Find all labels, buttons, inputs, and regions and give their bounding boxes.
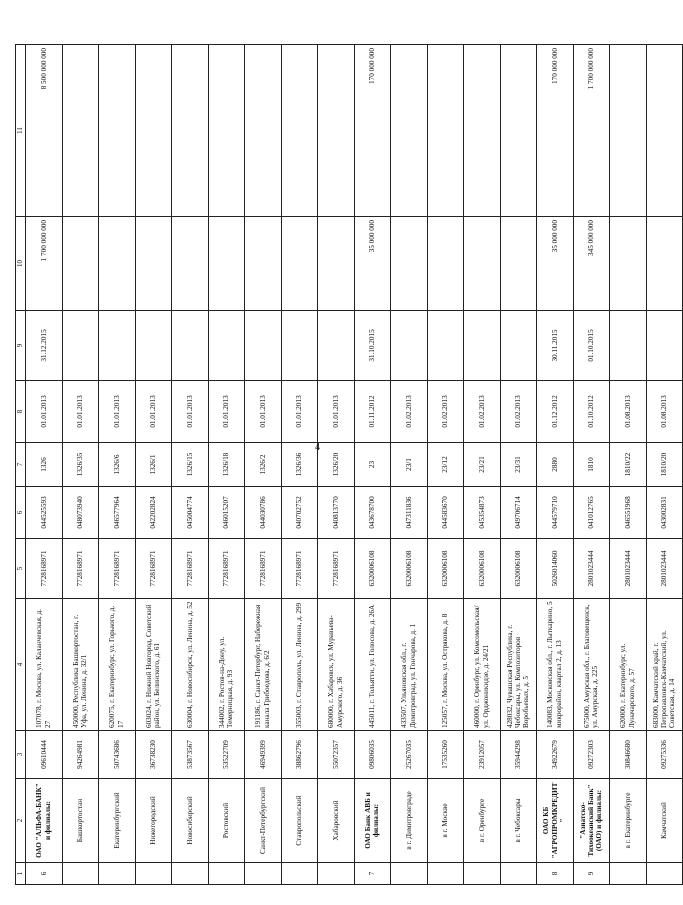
okpo-cell: 38862796 — [281, 731, 318, 779]
address-cell: 683000, Камчатский край, г. Петропавловск-Камчатский, ул. Советская, д. 14 — [646, 599, 683, 731]
inn-cell: 6320006108 — [391, 539, 428, 599]
date-to-cell — [62, 311, 99, 381]
table-row — [537, 45, 574, 885]
okpo-cell: 53522709 — [208, 731, 245, 779]
inn-cell: 7728168971 — [318, 539, 355, 599]
bik-cell: 045354873 — [464, 487, 501, 539]
limit-amount-cell — [427, 45, 464, 217]
inn-cell: 7728168971 — [26, 539, 63, 599]
col-num: 5 — [16, 539, 26, 599]
inn-cell: 6320006108 — [354, 539, 391, 599]
date-from-cell: 01.12.2012 — [537, 381, 574, 443]
bank-name-cell: в г. Чебоксары — [500, 779, 537, 863]
bik-cell: 049706714 — [500, 487, 537, 539]
date-to-cell — [245, 311, 282, 381]
date-from-cell: 01.02.2013 — [500, 381, 537, 443]
address-cell: 428032, Чувашская Республика, г. Чебоксары, ул. Композиторов Воробьевых, д. 5 — [500, 599, 537, 731]
okpo-cell: 34922679 — [537, 731, 574, 779]
row-number-cell — [245, 863, 282, 885]
date-from-cell: 01.08.2013 — [646, 381, 683, 443]
bank-name-cell: "Азиатско-Тихоокеанский Банк" (ОАО) и филиалы: — [573, 779, 610, 863]
date-from-cell: 01.10.2012 — [573, 381, 610, 443]
row-number-cell: 9 — [573, 863, 610, 885]
limit-amount-cell — [391, 45, 428, 217]
amount-cell — [172, 217, 209, 311]
date-to-cell: 31.12.2015 — [26, 311, 63, 381]
table-row — [172, 45, 209, 885]
reg-number-cell: 1326/36 — [281, 443, 318, 487]
inn-cell: 7728168971 — [281, 539, 318, 599]
inn-cell: 7728168971 — [99, 539, 136, 599]
limit-amount-cell — [646, 45, 683, 217]
bank-name-cell: Ставропольский — [281, 779, 318, 863]
date-to-cell — [135, 311, 172, 381]
amount-cell — [318, 217, 355, 311]
inn-cell: 7728168971 — [172, 539, 209, 599]
row-number-cell — [610, 863, 647, 885]
reg-number-cell: 1810/22 — [610, 443, 647, 487]
address-cell: 603024, г. Нижний Новгород, Советский район, ул. Белинского, д. 61 — [135, 599, 172, 731]
bik-cell: 040813770 — [318, 487, 355, 539]
okpo-cell: 55072357 — [318, 731, 355, 779]
limit-amount-cell — [135, 45, 172, 217]
reg-number-cell: 1326/20 — [318, 443, 355, 487]
row-number-cell: 6 — [26, 863, 63, 885]
limit-amount-cell — [208, 45, 245, 217]
reg-number-cell: 1810/20 — [646, 443, 683, 487]
inn-cell: 7728168971 — [135, 539, 172, 599]
address-cell: 125057, г. Москва, ул. Острякова, д. 8 — [427, 599, 464, 731]
date-to-cell — [646, 311, 683, 381]
date-to-cell — [427, 311, 464, 381]
limit-amount-cell: 8 500 000 000 — [26, 45, 63, 217]
row-number-cell — [135, 863, 172, 885]
bik-cell: 048073940 — [62, 487, 99, 539]
column-number-row — [16, 45, 26, 885]
bik-cell: 043002831 — [646, 487, 683, 539]
address-cell: 450000, Республика Башкортостан, г. Уфа, ул. Ленина, д. 32/1 — [62, 599, 99, 731]
inn-cell: 7728168971 — [62, 539, 99, 599]
table-row — [427, 45, 464, 885]
bank-name-cell: Хабаровский — [318, 779, 355, 863]
table-row — [391, 45, 428, 885]
row-number-cell — [62, 863, 99, 885]
date-to-cell — [172, 311, 209, 381]
reg-number-cell: 23 — [354, 443, 391, 487]
amount-cell — [281, 217, 318, 311]
col-num: 3 — [16, 731, 26, 779]
col-num: 2 — [16, 779, 26, 863]
date-from-cell: 01.08.2013 — [610, 381, 647, 443]
amount-cell — [391, 217, 428, 311]
date-from-cell: 01.01.2013 — [99, 381, 136, 443]
address-cell: 344002, г. Ростов-на-Дону, ул. Темерницкая, д. 93 — [208, 599, 245, 731]
date-to-cell — [281, 311, 318, 381]
rotated-table-sheet — [15, 45, 677, 885]
table-row — [281, 45, 318, 885]
row-number-cell — [208, 863, 245, 885]
inn-cell: 2801023444 — [610, 539, 647, 599]
row-number-cell — [464, 863, 501, 885]
limit-amount-cell — [172, 45, 209, 217]
row-number-cell — [172, 863, 209, 885]
okpo-cell: 09275336 — [646, 731, 683, 779]
date-from-cell: 01.01.2013 — [318, 381, 355, 443]
amount-cell — [62, 217, 99, 311]
table-row — [646, 45, 683, 885]
bik-cell: 047311836 — [391, 487, 428, 539]
table-row — [62, 45, 99, 885]
okpo-cell: 35944298 — [500, 731, 537, 779]
bank-name-cell: Екатеринбургский — [99, 779, 136, 863]
date-from-cell: 01.01.2013 — [172, 381, 209, 443]
date-to-cell: 01.10.2015 — [573, 311, 610, 381]
date-from-cell: 01.01.2013 — [135, 381, 172, 443]
date-from-cell: 01.01.2013 — [208, 381, 245, 443]
bik-cell: 046577964 — [99, 487, 136, 539]
col-num: 11 — [16, 45, 26, 217]
col-num: 7 — [16, 443, 26, 487]
row-number-cell: 8 — [537, 863, 574, 885]
bik-cell: 044525593 — [26, 487, 63, 539]
inn-cell: 7728168971 — [245, 539, 282, 599]
bank-name-cell: в г. Оренбурге — [464, 779, 501, 863]
row-number-cell — [646, 863, 683, 885]
limit-amount-cell: 170 000 000 — [537, 45, 574, 217]
limit-amount-cell: 1 700 000 000 — [573, 45, 610, 217]
row-number-cell — [281, 863, 318, 885]
date-from-cell: 01.02.2013 — [464, 381, 501, 443]
address-cell: 140083, Московская обл., г. Лыткарино, 5 микрорайон, квартал 2, д. 13 — [537, 599, 574, 731]
amount-cell — [646, 217, 683, 311]
amount-cell — [427, 217, 464, 311]
row-number-cell: 7 — [354, 863, 391, 885]
date-to-cell — [208, 311, 245, 381]
table-row — [99, 45, 136, 885]
address-cell: 107078, г. Москва, ул. Каланчевская, д. 27 — [26, 599, 63, 731]
amount-cell — [245, 217, 282, 311]
date-from-cell: 01.01.2013 — [26, 381, 63, 443]
amount-cell: 345 000 000 — [573, 217, 610, 311]
amount-cell — [208, 217, 245, 311]
okpo-cell: 50743686 — [99, 731, 136, 779]
address-cell: 191186, г. Санкт-Петербург, Набережная канала Грибоедова, д. 6/2 — [245, 599, 282, 731]
date-to-cell — [318, 311, 355, 381]
bik-cell: 040702752 — [281, 487, 318, 539]
date-to-cell: 30.11.2015 — [537, 311, 574, 381]
col-num: 1 — [16, 863, 26, 885]
address-cell: 675000, Амурская обл., г. Благовещенск, ул. Амурская, д. 225 — [573, 599, 610, 731]
reg-number-cell: 1326/6 — [99, 443, 136, 487]
amount-cell: 35 000 000 — [354, 217, 391, 311]
okpo-cell: 94264981 — [62, 731, 99, 779]
address-cell: 445011, г. Тольятти, ул. Голосова, д. 26А — [354, 599, 391, 731]
table-row — [208, 45, 245, 885]
okpo-cell: 36738230 — [135, 731, 172, 779]
row-number-cell — [99, 863, 136, 885]
bik-cell: 044030786 — [245, 487, 282, 539]
reg-number-cell: 1326/2 — [245, 443, 282, 487]
address-cell: 460000, г. Оренбург, ул. Комсомольская/ ул. Орджоникидзе, д. 24/21 — [464, 599, 501, 731]
inn-cell: 6320006108 — [500, 539, 537, 599]
date-from-cell: 01.01.2013 — [245, 381, 282, 443]
inn-cell: 6320006108 — [464, 539, 501, 599]
table-row — [500, 45, 537, 885]
okpo-cell: 09610444 — [26, 731, 63, 779]
table-row — [135, 45, 172, 885]
limit-amount-cell — [610, 45, 647, 217]
date-from-cell: 01.02.2013 — [427, 381, 464, 443]
page-number: 4 — [315, 442, 320, 453]
bank-name-cell: Камчатский — [646, 779, 683, 863]
bank-name-cell: Санкт-Петербургский — [245, 779, 282, 863]
inn-cell: 2801023444 — [646, 539, 683, 599]
bik-cell: 046015207 — [208, 487, 245, 539]
inn-cell: 2801023444 — [573, 539, 610, 599]
inn-cell: 5026014060 — [537, 539, 574, 599]
table-row — [245, 45, 282, 885]
table-row — [354, 45, 391, 885]
date-to-cell — [610, 311, 647, 381]
bank-name-cell: Новосибирский — [172, 779, 209, 863]
row-number-cell — [318, 863, 355, 885]
date-to-cell — [391, 311, 428, 381]
reg-number-cell: 2880 — [537, 443, 574, 487]
date-to-cell — [500, 311, 537, 381]
table-row — [318, 45, 355, 885]
amount-cell — [99, 217, 136, 311]
bank-name-cell: в г. Москве — [427, 779, 464, 863]
inn-cell: 7728168971 — [208, 539, 245, 599]
col-num: 8 — [16, 381, 26, 443]
col-num: 4 — [16, 599, 26, 731]
reg-number-cell: 23/1 — [391, 443, 428, 487]
okpo-cell: 17535260 — [427, 731, 464, 779]
bik-cell: 041012765 — [573, 487, 610, 539]
reg-number-cell: 1326/15 — [172, 443, 209, 487]
row-number-cell — [427, 863, 464, 885]
bank-name-cell: ОАО Банк АВБ и филиалы: — [354, 779, 391, 863]
okpo-cell: 25267035 — [391, 731, 428, 779]
address-cell: 630004, г. Новосибирск, ул. Ленина, д. 52 — [172, 599, 209, 731]
reg-number-cell: 1326/35 — [62, 443, 99, 487]
address-cell: 620000, г. Екатеринбург, ул. Луначарского, д. 57 — [610, 599, 647, 731]
table-row — [573, 45, 610, 885]
reg-number-cell: 23/31 — [500, 443, 537, 487]
amount-cell — [464, 217, 501, 311]
reg-number-cell: 23/12 — [427, 443, 464, 487]
row-number-cell — [391, 863, 428, 885]
date-from-cell: 01.01.2013 — [62, 381, 99, 443]
row-number-cell — [500, 863, 537, 885]
address-cell: 680000, г. Хабаровск, ул. Муравьева-Амурского, д. 36 — [318, 599, 355, 731]
bank-name-cell: ОАО КБ "АГРОПРОМКРЕДИТ" — [537, 779, 574, 863]
limit-amount-cell: 170 000 000 — [354, 45, 391, 217]
bik-cell: 045004774 — [172, 487, 209, 539]
limit-amount-cell — [318, 45, 355, 217]
bik-cell: 043678700 — [354, 487, 391, 539]
table-row — [610, 45, 647, 885]
amount-cell: 35 000 000 — [537, 217, 574, 311]
amount-cell — [610, 217, 647, 311]
limit-amount-cell — [99, 45, 136, 217]
okpo-cell: 09806035 — [354, 731, 391, 779]
address-cell: 355003, г. Ставрополь, ул. Ленина, д. 299 — [281, 599, 318, 731]
banks-table — [15, 44, 683, 885]
limit-amount-cell — [62, 45, 99, 217]
bik-cell: 044583670 — [427, 487, 464, 539]
limit-amount-cell — [500, 45, 537, 217]
reg-number-cell: 1326/18 — [208, 443, 245, 487]
col-num: 6 — [16, 487, 26, 539]
col-num: 10 — [16, 217, 26, 311]
amount-cell: 1 700 000 000 — [26, 217, 63, 311]
bank-name-cell: в г. Димитровграде — [391, 779, 428, 863]
reg-number-cell: 1326 — [26, 443, 63, 487]
date-from-cell: 01.02.2013 — [391, 381, 428, 443]
amount-cell — [500, 217, 537, 311]
col-num: 9 — [16, 311, 26, 381]
date-to-cell: 31.10.2015 — [354, 311, 391, 381]
limit-amount-cell — [245, 45, 282, 217]
bank-name-cell: в г. Екатеринбурге — [610, 779, 647, 863]
okpo-cell: 46949399 — [245, 731, 282, 779]
inn-cell: 6320006108 — [427, 539, 464, 599]
okpo-cell: 23912057 — [464, 731, 501, 779]
date-to-cell — [464, 311, 501, 381]
reg-number-cell: 23/21 — [464, 443, 501, 487]
okpo-cell: 53873567 — [172, 731, 209, 779]
bik-cell: 044579710 — [537, 487, 574, 539]
okpo-cell: 30846680 — [610, 731, 647, 779]
bank-name-cell: ОАО "АЛЬФА-БАНК" и филиалы: — [26, 779, 63, 863]
date-from-cell: 01.11.2012 — [354, 381, 391, 443]
table-row — [26, 45, 63, 885]
limit-amount-cell — [281, 45, 318, 217]
limit-amount-cell — [464, 45, 501, 217]
date-from-cell: 01.01.2013 — [281, 381, 318, 443]
amount-cell — [135, 217, 172, 311]
address-cell: 433507, Ульяновская обл., г. Димитровград, ул. Гончарова, д. 1 — [391, 599, 428, 731]
reg-number-cell: 1810 — [573, 443, 610, 487]
bik-cell: 042202824 — [135, 487, 172, 539]
bank-name-cell: Нижегородский — [135, 779, 172, 863]
okpo-cell: 09272303 — [573, 731, 610, 779]
address-cell: 620075, г. Екатеринбург, ул. Горького, д. 17 — [99, 599, 136, 731]
table-row — [464, 45, 501, 885]
bik-cell: 046551968 — [610, 487, 647, 539]
reg-number-cell: 1326/1 — [135, 443, 172, 487]
date-to-cell — [99, 311, 136, 381]
bank-name-cell: Башкортостан — [62, 779, 99, 863]
bank-name-cell: Ростовский — [208, 779, 245, 863]
